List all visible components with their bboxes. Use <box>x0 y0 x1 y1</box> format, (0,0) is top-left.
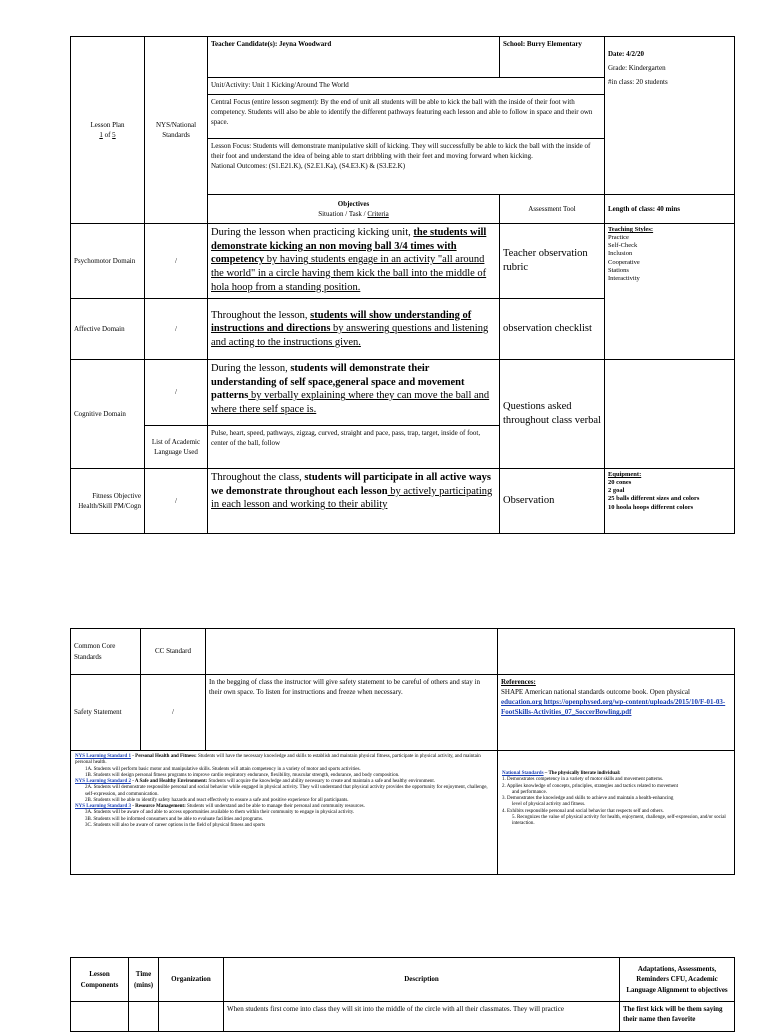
safety-standard: / <box>141 675 206 751</box>
assessment-tool-header: Assessment Tool <box>500 195 605 224</box>
references-link[interactable]: education.org https://openphysed.org/wp-content/uploads/2015/10/F-01-03-FootSkills-Activities_07_SoccerBowling.pdf <box>501 698 726 717</box>
nys-standard-1-link[interactable]: NYS Learning Standard 1 <box>75 754 131 759</box>
lesson-plan-cell <box>71 37 145 224</box>
class-size: #in class: 20 students <box>608 78 668 87</box>
national-standard-item: level of physical activity and fitness. <box>512 802 586 808</box>
blank-cell <box>498 629 735 675</box>
national-standard-item: and performance. <box>512 789 547 795</box>
references-text: SHAPE American national standards outcome book. Open physical <box>501 688 690 697</box>
nys-standard-item: 2A. Students will demonstrate responsible personal and social behavior while engaged in physical activity. They will understand that physical activity provides the opportunity for enjoyment, challenge, self-expression, and communication. <box>85 785 488 797</box>
lesson-plan-label: Lesson Plan <box>90 120 125 129</box>
lesson-focus-cell <box>208 139 605 195</box>
nys-standard-2-text: Students will acquire the knowledge and ability necessary to create and maintain a safe and healthy environment. <box>207 779 435 784</box>
class-length: Length of class: 40 mins <box>605 195 735 224</box>
standards-table <box>70 628 735 875</box>
equipment-title: Equipment: <box>608 471 642 478</box>
references-title: References: <box>501 678 536 686</box>
nys-standard-1-text: Students will have the necessary knowledge and skills to establish and maintain physical fitness, participate in physical activity, and maintain personal health. <box>75 754 481 766</box>
cognitive-objective: During the lesson, students will demonstrate their understanding of self space,general space and movement patterns by verbally explaining where they can move the ball and where there self space is. <box>208 360 500 426</box>
description-header: Description <box>224 958 620 1002</box>
national-standard-item: 3. Demonstrates the knowledge and skills to achieve and maintain a health-enhancing <box>502 796 674 801</box>
psychomotor-label: Psychomotor Domain <box>71 224 145 299</box>
equipment-item: 10 hoola hoops different colors <box>608 503 694 511</box>
adaptations-header: Adaptations, Assessments, Reminders CFU, Academic Language Alignment to objectives <box>620 958 735 1002</box>
teaching-style-item: Self-Check <box>608 242 638 250</box>
teacher-candidate: Teacher Candidate(s): Jeyna Woodward <box>208 37 500 78</box>
lesson-plan-table <box>70 36 735 534</box>
central-focus: Central Focus (entire lesson segment): By the end of unit all students will be able to kick the ball with the inside of their foot with competency. Students will also be able to identify the different pathways featuring each lesson and able to follow in space and their own space. <box>208 95 605 139</box>
national-standard-item: 2. Applies knowledge of concepts, principles, strategies and tactics related to movement <box>502 783 679 789</box>
nys-standard-3-text: Students will understand and be able to manage their personal and community resources. <box>185 804 365 809</box>
objectives-criteria: Criteria <box>367 210 389 218</box>
affective-standard: / <box>145 299 208 360</box>
affective-objective: Throughout the lesson, students will show understanding of instructions and directions by answering questions and listening and acting to the instructions given. <box>208 299 500 360</box>
time-header: Time (mins) <box>129 958 159 1002</box>
teaching-style-item: Inclusion <box>608 250 633 258</box>
teaching-styles-title: Teaching Styles: <box>608 226 654 233</box>
nys-standard-item: 2B. Students will be able to identify safety hazards and react effectively to ensure a safe and positive experience for all participants. <box>85 797 349 803</box>
national-standards-cell <box>498 751 735 875</box>
organization-cell <box>159 1002 224 1032</box>
class-grade: Grade: Kindergarten <box>608 64 666 73</box>
cognitive-label: Cognitive Domain <box>71 360 145 469</box>
description-text: When students first come into class they will sit into the middle of the circle with all their classmates. They will practice <box>224 1002 620 1032</box>
psychomotor-standard: / <box>145 224 208 299</box>
nys-standard-2-head: - A Safe and Healthy Environment: <box>130 779 208 784</box>
academic-language-label: List of Academic Language Used <box>145 426 208 469</box>
nys-standard-item: 3B. Students will be informed consumers and be able to evaluate facilities and programs. <box>85 816 264 822</box>
fitness-assessment: Observation <box>500 469 605 534</box>
nys-standard-3-link[interactable]: NYS Learning Standard 3 <box>75 804 131 809</box>
cognitive-standard: / <box>145 360 208 426</box>
national-standard-item: 4. Exhibits responsible personal and social behavior that respects self and others. <box>502 808 664 814</box>
nys-standard-3-head: - Resource Management: <box>130 804 186 809</box>
psychomotor-assessment: Teacher observation rubric <box>500 224 605 299</box>
nys-standard-item: 1B. Students will design personal fitness programs to improve cardio respiratory endurance, flexibility, muscular strength, endurance, and body composition. <box>85 772 400 778</box>
academic-language-text: Pulse, heart, speed, pathways, zigzag, curved, straight and pace, pass, trap, target, inside of foot, center of the ball, follow <box>208 426 500 469</box>
blank-cell <box>206 629 498 675</box>
adaptation-text: The first kick will be them saying their name then favorite <box>620 1002 735 1032</box>
teaching-style-item: Stations <box>608 266 629 274</box>
affective-label: Affective Domain <box>71 299 145 360</box>
equipment-item: 2 goal <box>608 487 625 495</box>
nys-standard-2-link[interactable]: NYS Learning Standard 2 <box>75 779 131 784</box>
national-standard-item: 1. Demonstrates competency in a variety of motor skills and movement patterns. <box>502 777 664 783</box>
unit-activity: Unit/Activity: Unit 1 Kicking/Around The World <box>208 78 605 95</box>
teaching-style-item: Practice <box>608 234 629 242</box>
national-standards-link[interactable]: National Standards <box>502 771 544 776</box>
cc-standard-label: CC Standard <box>141 629 206 675</box>
fitness-label: Fitness Objective Health/Skill PM/Cogn <box>71 469 145 534</box>
equipment-item: 25 balls different sizes and colors <box>608 495 700 503</box>
teaching-styles-cell <box>605 224 735 360</box>
objectives-subtitle: Situation / Task / <box>318 210 368 218</box>
safety-statement-label: Safety Statement <box>71 675 141 751</box>
lesson-components-table <box>70 957 735 1032</box>
lesson-of: of <box>104 131 111 139</box>
component-cell <box>71 1002 129 1032</box>
fitness-standard: / <box>145 469 208 534</box>
lesson-total: 5 <box>112 131 116 139</box>
national-standard-item: 5. Recognizes the value of physical activity for health, enjoyment, challenge, self-expression, and/or social interaction. <box>512 814 726 826</box>
references-cell <box>498 675 735 751</box>
school-name: School: Burry Elementary <box>500 37 605 78</box>
teaching-style-item: Cooperative <box>608 258 640 266</box>
organization-header: Organization <box>159 958 224 1002</box>
nys-standard-1-head: - Personal Health and Fitness: <box>130 754 197 759</box>
lesson-number: 1 <box>99 131 103 139</box>
cognitive-assessment: Questions asked throughout class verbal <box>500 360 605 469</box>
objectives-title: Objectives <box>337 199 370 208</box>
nys-standard-item: 3C. Students will also be aware of career options in the field of physical fitness and sports <box>85 822 266 828</box>
equipment-item: 20 cones <box>608 479 632 487</box>
safety-statement-text: In the begging of class the instructor will give safety statement to be careful of others and stay in their own space. To listen for instructions and freeze when necessary. <box>206 675 498 751</box>
nys-standard-item: 3A. Students will be aware of and able to access opportunities available to them within their community to engage in physical activity. <box>85 810 355 816</box>
class-info-cell <box>605 37 735 195</box>
blank-cell <box>605 360 735 469</box>
national-outcomes: National Outcomes: (S1.E21.K), (S2.E1.Ka), (S4.E3.K) & (S3.E2.K) <box>211 162 406 171</box>
teaching-style-item: Interactivity <box>608 274 640 282</box>
equipment-cell <box>605 469 735 534</box>
lesson-focus: Lesson Focus: Students will demonstrate manipulative skill of kicking. They will successfully be able to kick the ball with the inside of their foot and understand the idea of being able to start dribbling with their feet and moving forward when kicking. <box>211 142 591 161</box>
psychomotor-objective: During the lesson when practicing kicking unit, the students will demonstrate kicking an non moving ball 3/4 times with competency by having students engage in an activity "all around the world" in a circle having them kick the ball into the middle of hola hoop from a standing position. <box>208 224 500 299</box>
common-core-label: Common Core Standards <box>71 629 141 675</box>
nys-standards-label: NYS/National Standards <box>145 37 208 224</box>
nys-standard-item: 1A. Students will perform basic motor and manipulative skills. Students will attain competency in a variety of motor and sports activities. <box>85 766 361 772</box>
affective-assessment: observation checklist <box>500 299 605 360</box>
lesson-components-header: Lesson Components <box>71 958 129 1002</box>
time-cell <box>129 1002 159 1032</box>
objectives-header <box>208 195 500 224</box>
fitness-objective: Throughout the class, students will participate in all active ways we demonstrate throughout each lesson by actively participating in each lesson and working to their ability <box>208 469 500 534</box>
nys-standards-cell <box>71 751 498 875</box>
national-standards-head: – The physically literate individual: <box>543 771 621 776</box>
class-date: Date: 4/2/20 <box>608 50 644 58</box>
